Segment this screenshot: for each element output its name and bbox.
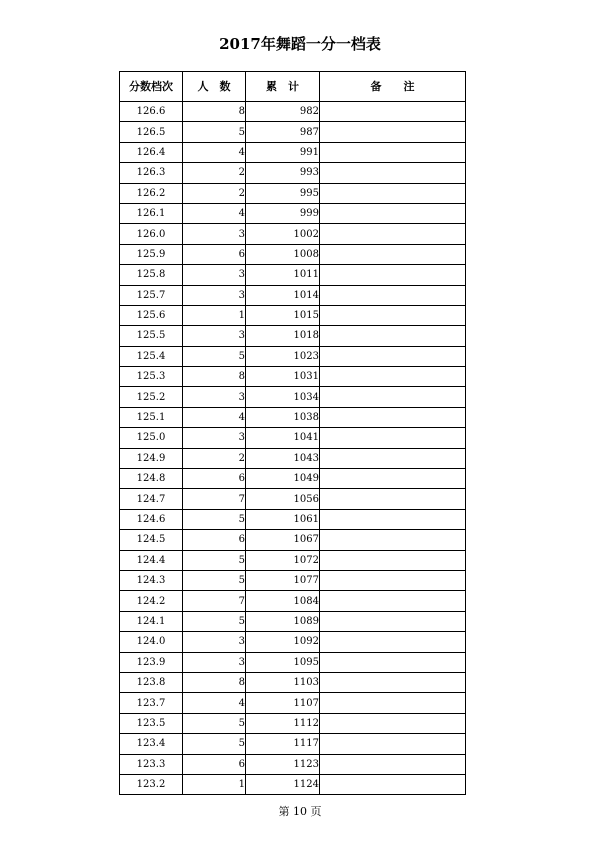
note-cell <box>320 652 466 672</box>
header-row <box>120 72 466 102</box>
table-row <box>120 428 466 448</box>
total-cell: 1049 <box>246 469 320 489</box>
count-cell: 3 <box>183 652 246 672</box>
count-cell: 4 <box>183 407 246 427</box>
note-cell <box>320 672 466 692</box>
total-cell: 995 <box>246 183 320 203</box>
count-cell: 8 <box>183 367 246 387</box>
table-row <box>120 591 466 611</box>
count-cell: 5 <box>183 346 246 366</box>
score-cell: 124.6 <box>120 509 183 529</box>
total-cell: 1084 <box>246 591 320 611</box>
table-row <box>120 142 466 162</box>
score-cell: 124.2 <box>120 591 183 611</box>
table-row <box>120 509 466 529</box>
table-row <box>120 203 466 223</box>
total-cell: 1123 <box>246 754 320 774</box>
table-row <box>120 407 466 427</box>
score-cell: 124.7 <box>120 489 183 509</box>
table-row <box>120 693 466 713</box>
count-cell: 3 <box>183 387 246 407</box>
table-row <box>120 530 466 550</box>
table-row <box>120 713 466 733</box>
note-cell <box>320 693 466 713</box>
total-cell: 1002 <box>246 224 320 244</box>
score-cell: 125.2 <box>120 387 183 407</box>
note-cell <box>320 183 466 203</box>
total-cell: 1072 <box>246 550 320 570</box>
score-cell: 125.8 <box>120 265 183 285</box>
score-cell: 125.6 <box>120 305 183 325</box>
score-table <box>119 71 466 795</box>
note-cell <box>320 163 466 183</box>
count-cell: 2 <box>183 448 246 468</box>
table-row <box>120 265 466 285</box>
count-cell: 4 <box>183 203 246 223</box>
score-cell: 125.7 <box>120 285 183 305</box>
note-cell <box>320 326 466 346</box>
count-cell: 4 <box>183 142 246 162</box>
note-cell <box>320 244 466 264</box>
table-row <box>120 489 466 509</box>
note-cell <box>320 305 466 325</box>
table-header <box>120 72 466 102</box>
note-cell <box>320 367 466 387</box>
table-row <box>120 469 466 489</box>
count-cell: 6 <box>183 244 246 264</box>
note-cell <box>320 550 466 570</box>
count-cell: 3 <box>183 265 246 285</box>
count-cell: 3 <box>183 285 246 305</box>
note-cell <box>320 489 466 509</box>
table-row <box>120 734 466 754</box>
note-cell <box>320 570 466 590</box>
total-cell: 1023 <box>246 346 320 366</box>
count-cell: 2 <box>183 163 246 183</box>
count-cell: 5 <box>183 611 246 631</box>
total-cell: 1089 <box>246 611 320 631</box>
score-cell: 124.5 <box>120 530 183 550</box>
count-cell: 7 <box>183 591 246 611</box>
note-cell <box>320 774 466 794</box>
total-cell: 1018 <box>246 326 320 346</box>
note-cell <box>320 224 466 244</box>
count-cell: 1 <box>183 774 246 794</box>
table-row <box>120 346 466 366</box>
table-row <box>120 632 466 652</box>
table-row <box>120 672 466 692</box>
note-cell <box>320 285 466 305</box>
page-number: 第 10 页 <box>278 805 322 818</box>
total-cell: 1117 <box>246 734 320 754</box>
table-row <box>120 122 466 142</box>
table-row <box>120 570 466 590</box>
total-cell: 987 <box>246 122 320 142</box>
count-cell: 6 <box>183 469 246 489</box>
score-cell: 126.3 <box>120 163 183 183</box>
note-cell <box>320 387 466 407</box>
note-cell <box>320 469 466 489</box>
note-cell <box>320 611 466 631</box>
total-cell: 1067 <box>246 530 320 550</box>
note-cell <box>320 102 466 122</box>
score-cell: 125.3 <box>120 367 183 387</box>
table-row <box>120 652 466 672</box>
score-cell: 124.8 <box>120 469 183 489</box>
header-note: 备 注 <box>320 72 466 102</box>
table-row <box>120 448 466 468</box>
table-row <box>120 305 466 325</box>
table-row <box>120 163 466 183</box>
count-cell: 5 <box>183 122 246 142</box>
score-cell: 124.1 <box>120 611 183 631</box>
count-cell: 5 <box>183 734 246 754</box>
total-cell: 1043 <box>246 448 320 468</box>
table-body <box>120 102 466 795</box>
table-row <box>120 102 466 122</box>
total-cell: 1011 <box>246 265 320 285</box>
total-cell: 999 <box>246 203 320 223</box>
note-cell <box>320 509 466 529</box>
count-cell: 6 <box>183 754 246 774</box>
count-cell: 3 <box>183 428 246 448</box>
total-cell: 993 <box>246 163 320 183</box>
score-cell: 125.0 <box>120 428 183 448</box>
note-cell <box>320 734 466 754</box>
table-row <box>120 244 466 264</box>
count-cell: 8 <box>183 672 246 692</box>
count-cell: 3 <box>183 632 246 652</box>
total-cell: 1112 <box>246 713 320 733</box>
score-cell: 126.5 <box>120 122 183 142</box>
total-cell: 1008 <box>246 244 320 264</box>
score-cell: 124.3 <box>120 570 183 590</box>
score-cell: 123.3 <box>120 754 183 774</box>
score-cell: 124.9 <box>120 448 183 468</box>
score-cell: 125.4 <box>120 346 183 366</box>
score-cell: 123.8 <box>120 672 183 692</box>
score-cell: 123.7 <box>120 693 183 713</box>
table-row <box>120 183 466 203</box>
note-cell <box>320 346 466 366</box>
total-cell: 1038 <box>246 407 320 427</box>
total-cell: 1061 <box>246 509 320 529</box>
count-cell: 8 <box>183 102 246 122</box>
total-cell: 1034 <box>246 387 320 407</box>
table-row <box>120 611 466 631</box>
page-title: 2017年舞蹈一分一档表 <box>219 35 381 53</box>
count-cell: 3 <box>183 326 246 346</box>
total-cell: 1077 <box>246 570 320 590</box>
count-cell: 6 <box>183 530 246 550</box>
score-cell: 125.1 <box>120 407 183 427</box>
header-total: 累 计 <box>246 72 320 102</box>
total-cell: 1015 <box>246 305 320 325</box>
total-cell: 1041 <box>246 428 320 448</box>
total-cell: 1124 <box>246 774 320 794</box>
score-cell: 126.4 <box>120 142 183 162</box>
score-cell: 126.2 <box>120 183 183 203</box>
count-cell: 4 <box>183 693 246 713</box>
note-cell <box>320 142 466 162</box>
table-row <box>120 754 466 774</box>
note-cell <box>320 265 466 285</box>
table-row <box>120 550 466 570</box>
total-cell: 1092 <box>246 632 320 652</box>
note-cell <box>320 203 466 223</box>
table-row <box>120 224 466 244</box>
count-cell: 5 <box>183 509 246 529</box>
note-cell <box>320 428 466 448</box>
count-cell: 5 <box>183 550 246 570</box>
header-score: 分数档次 <box>120 72 183 102</box>
total-cell: 1107 <box>246 693 320 713</box>
table-row <box>120 367 466 387</box>
count-cell: 5 <box>183 713 246 733</box>
count-cell: 1 <box>183 305 246 325</box>
note-cell <box>320 122 466 142</box>
score-cell: 126.6 <box>120 102 183 122</box>
score-cell: 124.0 <box>120 632 183 652</box>
note-cell <box>320 754 466 774</box>
note-cell <box>320 448 466 468</box>
score-cell: 123.5 <box>120 713 183 733</box>
score-cell: 123.4 <box>120 734 183 754</box>
score-cell: 125.5 <box>120 326 183 346</box>
count-cell: 5 <box>183 570 246 590</box>
score-cell: 126.1 <box>120 203 183 223</box>
score-cell: 126.0 <box>120 224 183 244</box>
total-cell: 991 <box>246 142 320 162</box>
score-cell: 124.4 <box>120 550 183 570</box>
note-cell <box>320 713 466 733</box>
score-cell: 123.2 <box>120 774 183 794</box>
note-cell <box>320 632 466 652</box>
table-row <box>120 326 466 346</box>
total-cell: 1014 <box>246 285 320 305</box>
total-cell: 1031 <box>246 367 320 387</box>
count-cell: 2 <box>183 183 246 203</box>
note-cell <box>320 407 466 427</box>
count-cell: 7 <box>183 489 246 509</box>
table-row <box>120 774 466 794</box>
score-cell: 125.9 <box>120 244 183 264</box>
total-cell: 1056 <box>246 489 320 509</box>
note-cell <box>320 530 466 550</box>
note-cell <box>320 591 466 611</box>
total-cell: 1095 <box>246 652 320 672</box>
score-cell: 123.9 <box>120 652 183 672</box>
table-row <box>120 285 466 305</box>
count-cell: 3 <box>183 224 246 244</box>
total-cell: 982 <box>246 102 320 122</box>
total-cell: 1103 <box>246 672 320 692</box>
table-row <box>120 387 466 407</box>
header-count: 人 数 <box>183 72 246 102</box>
